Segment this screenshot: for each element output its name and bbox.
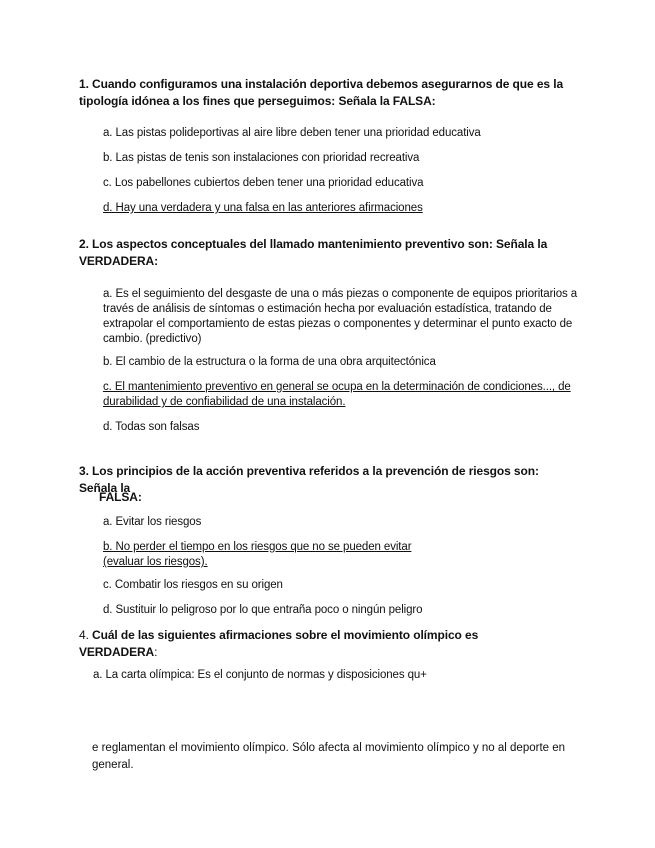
- question-1-option-a[interactable]: a. Las pistas polideportivas al aire libre deben tener una prioridad educativa: [103, 127, 481, 139]
- question-2-option-b[interactable]: b. El cambio de la estructura o la forma de una obra arquitectónica: [103, 356, 436, 368]
- question-4-number: 4.: [79, 628, 93, 642]
- question-1-option-b[interactable]: b. Las pistas de tenis son instalaciones con prioridad recreativa: [103, 152, 420, 164]
- question-1-option-c[interactable]: c. Los pabellones cubiertos deben tener una prioridad educativa: [103, 177, 424, 189]
- question-3-title: 3. Los principios de la acción preventiva referidos a la prevención de riesgos son: Señala la: [79, 464, 539, 495]
- question-3-option-a[interactable]: a. Evitar los riesgos: [103, 516, 202, 528]
- question-2-option-d[interactable]: d. Todas son falsas: [103, 421, 200, 433]
- question-2-title: 2. Los aspectos conceptuales del llamado mantenimiento preventivo son: Señala la VERDADERA:: [79, 237, 548, 268]
- question-4-option-a[interactable]: a. La carta olímpica: Es el conjunto de normas y disposiciones qu+: [93, 669, 427, 681]
- question-4-continuation: e reglamentan el movimiento olímpico. Sólo afecta al movimiento olímpico y no al deporte en general.: [92, 742, 566, 771]
- question-4-title-text: Cuál de las siguientes afirmaciones sobre el movimiento olímpico es VERDADERA: [79, 628, 479, 659]
- question-4-title: [79, 627, 489, 661]
- question-3-option-b-continuation[interactable]: (evaluar los riesgos).: [103, 556, 208, 568]
- question-4-colon: :: [154, 645, 158, 659]
- question-2-option-c[interactable]: c. El mantenimiento preventivo en general se ocupa en la determinación de condiciones..., de durabilidad y de confiabilidad de una instalación.: [103, 381, 571, 408]
- question-3-option-b[interactable]: b. No perder el tiempo en los riesgos que no se pueden evitar: [103, 541, 412, 553]
- question-3-title-continuation: FALSA:: [99, 490, 142, 504]
- question-1-option-d[interactable]: d. Hay una verdadera y una falsa en las anteriores afirmaciones: [103, 202, 423, 214]
- question-2-option-a[interactable]: a. Es el seguimiento del desgaste de una o más piezas o componente de equipos prioritarios a través de análisis de síntomas o estimación hecha por evaluación estadística, tratando de extrapolar el comportamiento de estas piezas o componentes y determinar el punto exacto de cambio. (predictivo): [103, 288, 578, 345]
- question-1-title: 1. Cuando configuramos una instalación deportiva debemos asegurarnos de que es la tipología idónea a los fines que perseguimos: Señala la FALSA:: [79, 77, 564, 108]
- question-3-option-c[interactable]: c. Combatir los riesgos en su origen: [103, 579, 283, 591]
- question-3-option-d[interactable]: d. Sustituir lo peligroso por lo que entraña poco o ningún peligro: [103, 604, 423, 616]
